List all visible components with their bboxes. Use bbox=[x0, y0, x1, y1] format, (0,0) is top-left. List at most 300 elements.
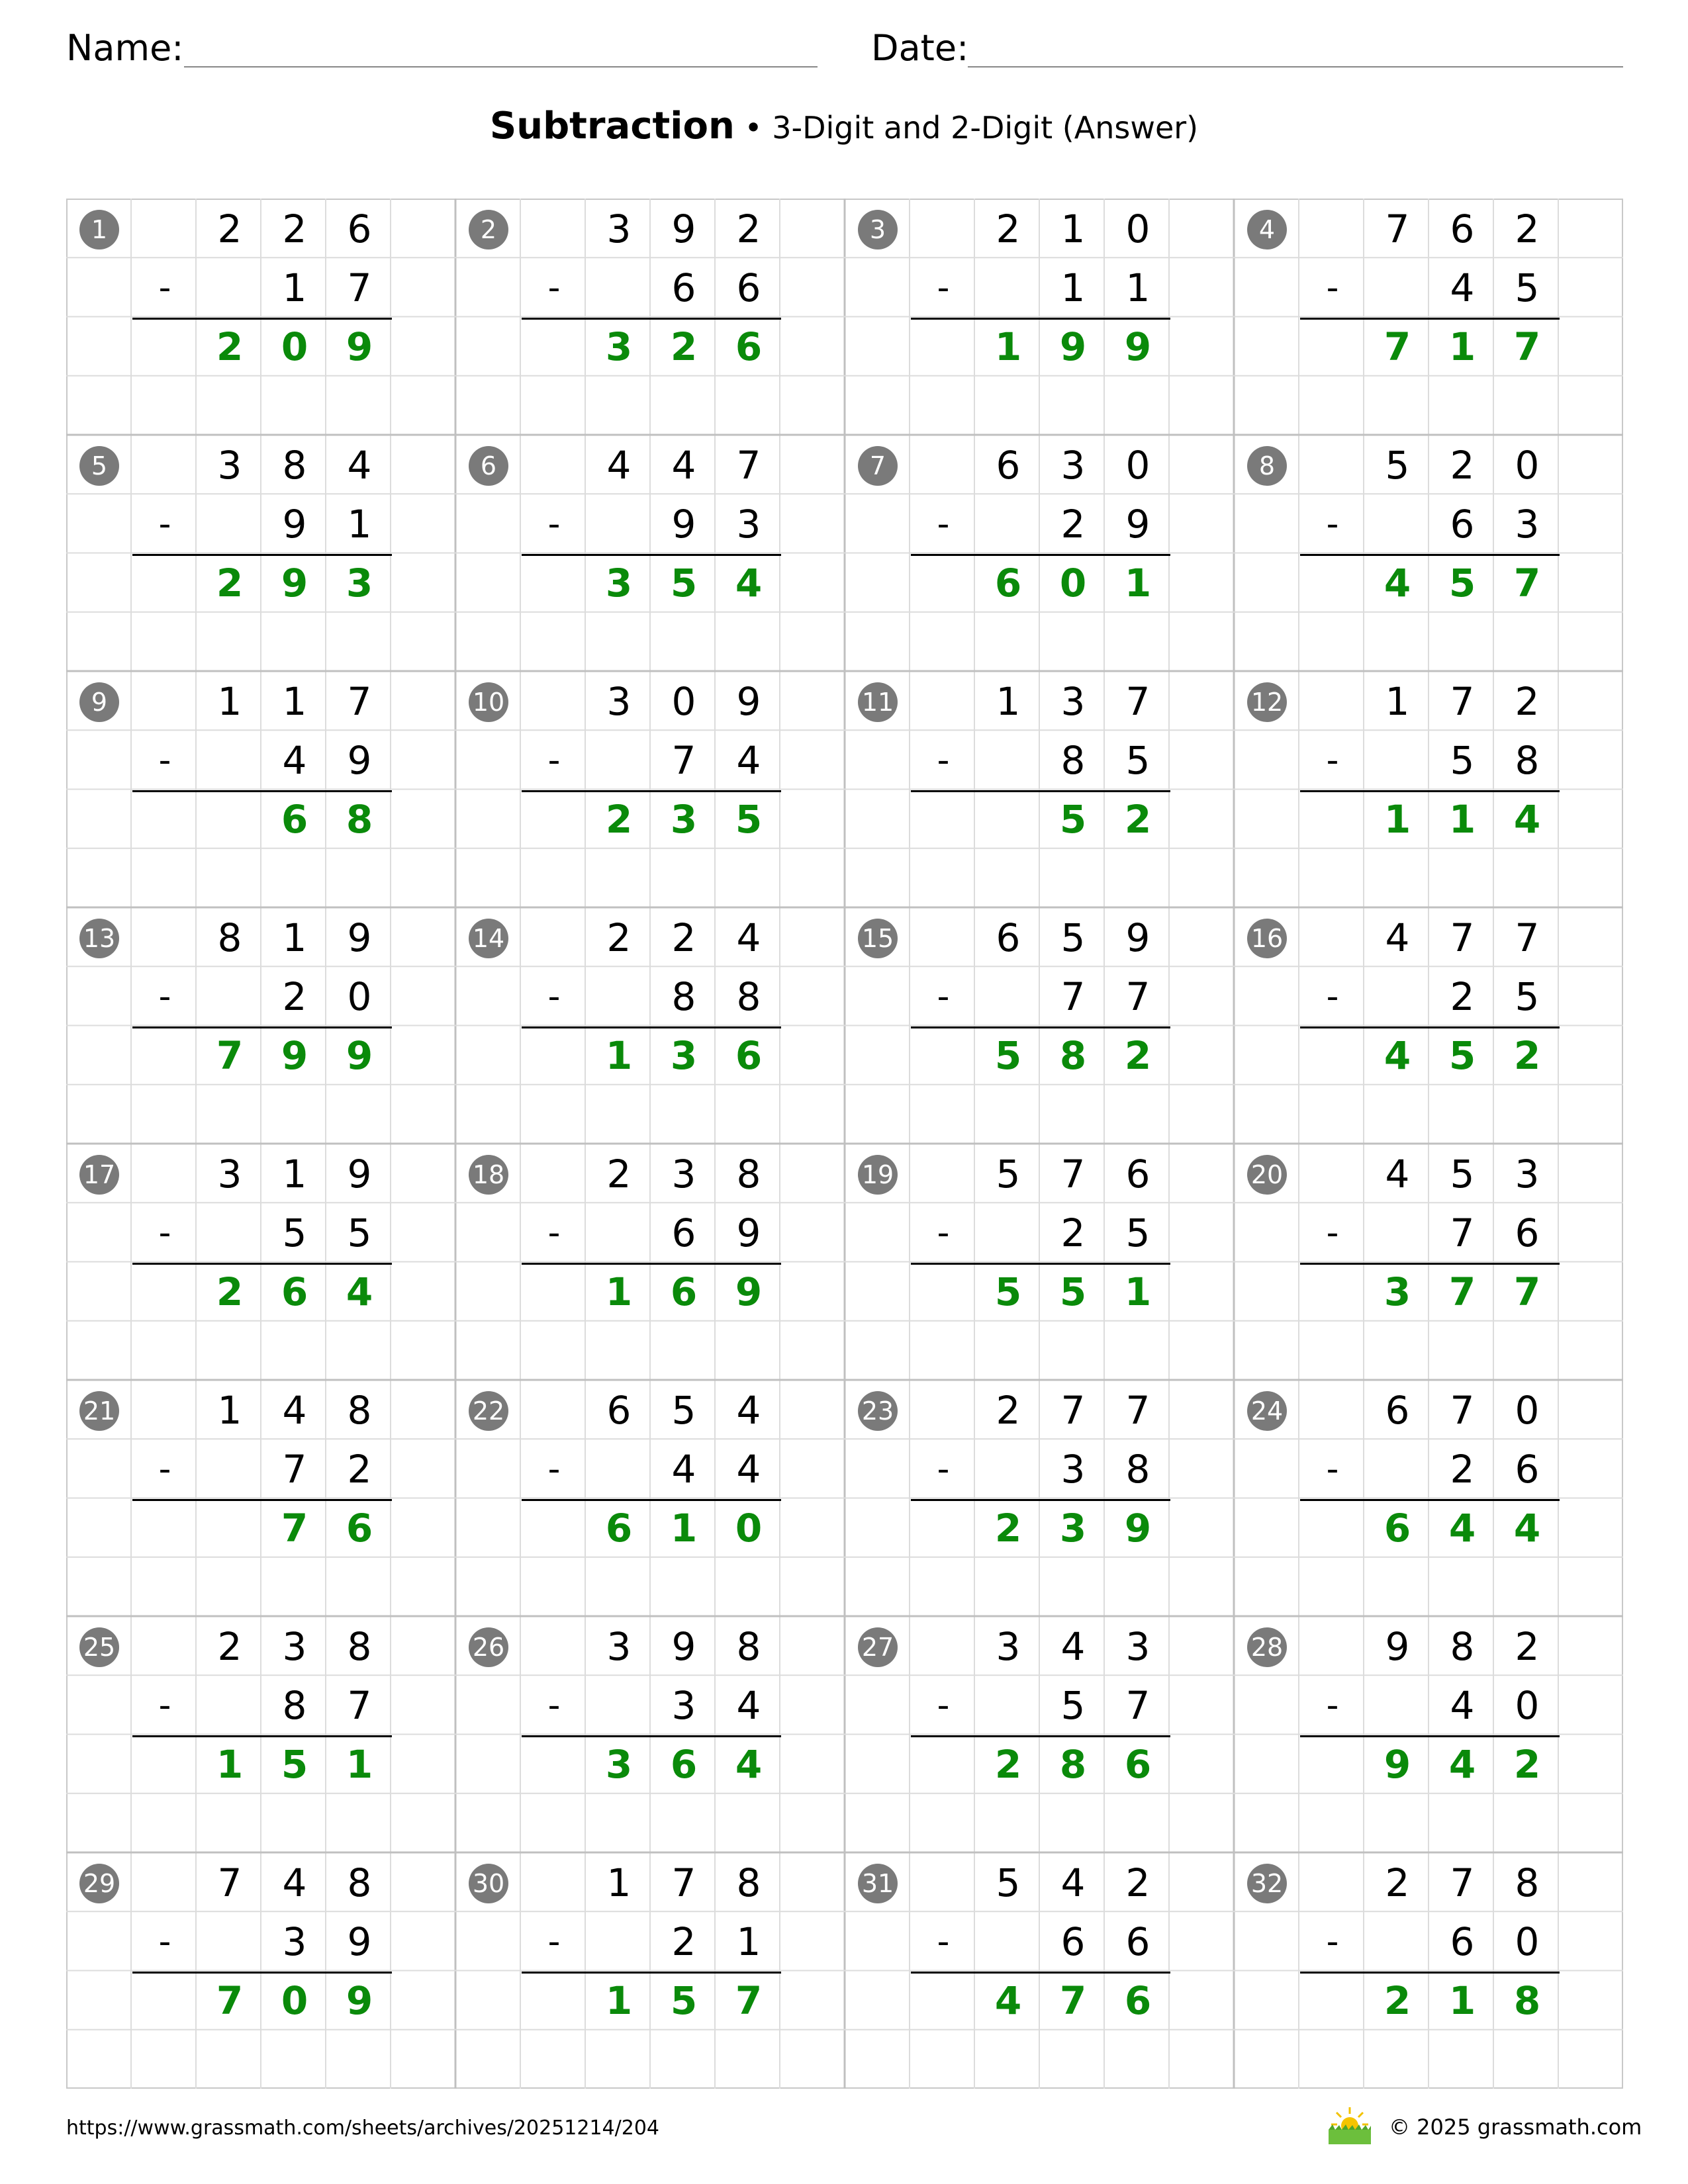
subtrahend-digit: 8 bbox=[736, 974, 761, 1019]
answer-digit: 6 bbox=[1383, 1506, 1411, 1551]
minuend-digit: 2 bbox=[217, 1624, 242, 1669]
subtrahend-digit: 4 bbox=[736, 1683, 761, 1728]
answer-digit: 7 bbox=[281, 1506, 308, 1551]
minuend-digit: 2 bbox=[217, 206, 242, 251]
answer-digit: 6 bbox=[1124, 1742, 1152, 1787]
answer-digit: 1 bbox=[605, 1269, 633, 1314]
problem-number-badge: 7 bbox=[858, 446, 898, 486]
minuend-digit: 3 bbox=[606, 679, 632, 724]
minuend-digit: 7 bbox=[217, 1860, 242, 1905]
problem-number-badge: 19 bbox=[858, 1155, 898, 1195]
subtrahend-digit: 5 bbox=[1515, 974, 1540, 1019]
answer-digit: 6 bbox=[735, 1033, 763, 1078]
problem-31 bbox=[846, 1854, 1235, 2090]
page-title bbox=[0, 105, 1688, 148]
minuend-digit: 8 bbox=[1450, 1624, 1475, 1669]
minuend-digit: 6 bbox=[996, 443, 1021, 488]
subtrahend-digit: 9 bbox=[671, 502, 696, 547]
subtrahend-digit: 1 bbox=[347, 502, 372, 547]
subtrahend-digit: 7 bbox=[671, 738, 696, 783]
problem-number-badge: 4 bbox=[1247, 210, 1287, 250]
minuend-digit: 3 bbox=[1515, 1152, 1540, 1197]
minuend-digit: 7 bbox=[736, 443, 761, 488]
subtrahend-digit: 6 bbox=[1125, 1919, 1150, 1964]
answer-digit: 4 bbox=[735, 561, 763, 606]
minuend-digit: 8 bbox=[736, 1624, 761, 1669]
subtrahend-digit: 7 bbox=[1125, 1683, 1150, 1728]
minuend-digit: 4 bbox=[1060, 1860, 1086, 1905]
answer-digit: 5 bbox=[1059, 1269, 1087, 1314]
problem-number-badge: 17 bbox=[79, 1155, 119, 1195]
answer-digit: 9 bbox=[1383, 1742, 1411, 1787]
minuend-digit: 5 bbox=[1450, 1152, 1475, 1197]
problem-23 bbox=[846, 1381, 1235, 1617]
answer-digit: 7 bbox=[1513, 1269, 1541, 1314]
answer-digit: 2 bbox=[216, 561, 244, 606]
problem-number-badge: 21 bbox=[79, 1391, 119, 1431]
answer-digit: 1 bbox=[216, 1742, 244, 1787]
minuend-digit: 4 bbox=[1385, 1152, 1410, 1197]
problem-number-badge: 12 bbox=[1247, 682, 1287, 722]
minuend-digit: 0 bbox=[1125, 206, 1150, 251]
minus-sign: - bbox=[158, 1922, 171, 1962]
problem-28 bbox=[1235, 1617, 1624, 1854]
subtrahend-digit: 6 bbox=[671, 1210, 696, 1255]
minuend-digit: 2 bbox=[1125, 1860, 1150, 1905]
subtrahend-digit: 8 bbox=[1125, 1447, 1150, 1492]
problem-15 bbox=[846, 909, 1235, 1145]
minus-sign: - bbox=[937, 504, 950, 544]
minus-sign: - bbox=[547, 268, 561, 308]
minuend-digit: 4 bbox=[736, 1388, 761, 1433]
subtrahend-digit: 2 bbox=[1060, 1210, 1086, 1255]
minuend-digit: 0 bbox=[671, 679, 696, 724]
minuend-digit: 2 bbox=[1385, 1860, 1410, 1905]
answer-digit: 1 bbox=[346, 1742, 373, 1787]
subtrahend-digit: 4 bbox=[736, 1447, 761, 1492]
minuend-digit: 4 bbox=[606, 443, 632, 488]
problem-number-badge: 22 bbox=[469, 1391, 508, 1431]
minus-sign: - bbox=[547, 1449, 561, 1489]
answer-digit: 5 bbox=[670, 561, 698, 606]
answer-digit: 3 bbox=[670, 1033, 698, 1078]
subtrahend-digit: 8 bbox=[1060, 738, 1086, 783]
problem-30 bbox=[457, 1854, 846, 2090]
minus-sign: - bbox=[937, 1449, 950, 1489]
minuend-digit: 2 bbox=[736, 206, 761, 251]
subtrahend-digit: 5 bbox=[1125, 1210, 1150, 1255]
minus-sign: - bbox=[547, 1922, 561, 1962]
subtrahend-digit: 5 bbox=[1515, 265, 1540, 310]
problem-number-badge: 28 bbox=[1247, 1627, 1287, 1667]
footer-url: https://www.grassmath.com/sheets/archives/20251214/204 bbox=[66, 2116, 660, 2140]
answer-digit: 2 bbox=[216, 324, 244, 369]
problem-number-badge: 14 bbox=[469, 919, 508, 958]
name-line[interactable] bbox=[184, 66, 818, 68]
subtrahend-digit: 7 bbox=[1125, 974, 1150, 1019]
answer-digit: 9 bbox=[346, 324, 373, 369]
answer-digit: 5 bbox=[735, 797, 763, 842]
minuend-digit: 7 bbox=[1060, 1388, 1086, 1433]
subtrahend-digit: 7 bbox=[282, 1447, 307, 1492]
minuend-digit: 2 bbox=[1515, 679, 1540, 724]
minuend-digit: 2 bbox=[671, 915, 696, 960]
minus-sign: - bbox=[158, 977, 171, 1017]
answer-digit: 8 bbox=[1059, 1742, 1087, 1787]
answer-digit: 9 bbox=[1124, 324, 1152, 369]
answer-digit: 1 bbox=[1448, 324, 1476, 369]
minuend-digit: 0 bbox=[1125, 443, 1150, 488]
answer-digit: 6 bbox=[605, 1506, 633, 1551]
subtrahend-digit: 3 bbox=[1515, 502, 1540, 547]
subtrahend-digit: 0 bbox=[1515, 1919, 1540, 1964]
minuend-digit: 1 bbox=[282, 679, 307, 724]
problem-17 bbox=[68, 1145, 457, 1381]
subtrahend-digit: 2 bbox=[671, 1919, 696, 1964]
subtrahend-digit: 6 bbox=[1060, 1919, 1086, 1964]
subtrahend-digit: 5 bbox=[1060, 1683, 1086, 1728]
answer-digit: 7 bbox=[216, 1033, 244, 1078]
problem-number-badge: 24 bbox=[1247, 1391, 1287, 1431]
answer-digit: 5 bbox=[994, 1033, 1022, 1078]
answer-digit: 2 bbox=[1124, 797, 1152, 842]
subtrahend-digit: 6 bbox=[671, 265, 696, 310]
answer-digit: 7 bbox=[735, 1978, 763, 2023]
minus-sign: - bbox=[547, 1213, 561, 1253]
answer-digit: 8 bbox=[346, 797, 373, 842]
problem-7 bbox=[846, 436, 1235, 672]
subtrahend-digit: 9 bbox=[736, 1210, 761, 1255]
answer-digit: 5 bbox=[1059, 797, 1087, 842]
minuend-digit: 4 bbox=[282, 1860, 307, 1905]
subtrahend-digit: 3 bbox=[736, 502, 761, 547]
subtrahend-digit: 5 bbox=[1450, 738, 1475, 783]
minuend-digit: 2 bbox=[606, 1152, 632, 1197]
minus-sign: - bbox=[937, 1686, 950, 1725]
answer-digit: 3 bbox=[605, 324, 633, 369]
minuend-digit: 5 bbox=[671, 1388, 696, 1433]
problem-18 bbox=[457, 1145, 846, 1381]
answer-digit: 1 bbox=[670, 1506, 698, 1551]
problem-2 bbox=[457, 200, 846, 436]
answer-digit: 5 bbox=[281, 1742, 308, 1787]
answer-digit: 1 bbox=[605, 1033, 633, 1078]
minuend-digit: 2 bbox=[1515, 1624, 1540, 1669]
minuend-digit: 7 bbox=[1515, 915, 1540, 960]
problem-number-badge: 18 bbox=[469, 1155, 508, 1195]
minuend-digit: 9 bbox=[347, 1152, 372, 1197]
problem-10 bbox=[457, 672, 846, 909]
subtrahend-digit: 1 bbox=[1060, 265, 1086, 310]
problem-number-badge: 29 bbox=[79, 1864, 119, 1903]
answer-digit: 1 bbox=[1124, 561, 1152, 606]
answer-digit: 4 bbox=[994, 1978, 1022, 2023]
subtrahend-digit: 3 bbox=[1060, 1447, 1086, 1492]
answer-digit: 5 bbox=[1448, 561, 1476, 606]
minus-sign: - bbox=[937, 977, 950, 1017]
minuend-digit: 6 bbox=[606, 1388, 632, 1433]
answer-digit: 2 bbox=[1383, 1978, 1411, 2023]
minuend-digit: 8 bbox=[347, 1860, 372, 1905]
problem-number-badge: 15 bbox=[858, 919, 898, 958]
minus-sign: - bbox=[158, 1449, 171, 1489]
subtrahend-digit: 4 bbox=[671, 1447, 696, 1492]
answer-digit: 2 bbox=[670, 324, 698, 369]
minuend-digit: 4 bbox=[347, 443, 372, 488]
minuend-digit: 9 bbox=[736, 679, 761, 724]
minuend-digit: 7 bbox=[1060, 1152, 1086, 1197]
minuend-digit: 7 bbox=[1450, 1388, 1475, 1433]
subtrahend-digit: 7 bbox=[1060, 974, 1086, 1019]
minuend-digit: 9 bbox=[1125, 915, 1150, 960]
minus-sign: - bbox=[547, 1686, 561, 1725]
answer-digit: 7 bbox=[1448, 1269, 1476, 1314]
subtrahend-digit: 9 bbox=[347, 738, 372, 783]
answer-digit: 8 bbox=[1059, 1033, 1087, 1078]
answer-digit: 8 bbox=[1513, 1978, 1541, 2023]
minus-sign: - bbox=[937, 1922, 950, 1962]
minuend-digit: 2 bbox=[606, 915, 632, 960]
subtrahend-digit: 2 bbox=[1450, 974, 1475, 1019]
minuend-digit: 3 bbox=[217, 443, 242, 488]
minus-sign: - bbox=[547, 977, 561, 1017]
answer-digit: 5 bbox=[670, 1978, 698, 2023]
problem-number-badge: 9 bbox=[79, 682, 119, 722]
minus-sign: - bbox=[937, 268, 950, 308]
answer-digit: 2 bbox=[1513, 1033, 1541, 1078]
minuend-digit: 7 bbox=[1125, 1388, 1150, 1433]
problem-25 bbox=[68, 1617, 457, 1854]
minus-sign: - bbox=[1326, 741, 1339, 780]
problem-number-badge: 8 bbox=[1247, 446, 1287, 486]
minus-sign: - bbox=[158, 1213, 171, 1253]
problem-13 bbox=[68, 909, 457, 1145]
problem-number-badge: 10 bbox=[469, 682, 508, 722]
minuend-digit: 2 bbox=[1515, 206, 1540, 251]
minus-sign: - bbox=[158, 741, 171, 780]
minus-sign: - bbox=[547, 741, 561, 780]
answer-digit: 0 bbox=[735, 1506, 763, 1551]
minus-sign: - bbox=[1326, 1922, 1339, 1962]
problem-29 bbox=[68, 1854, 457, 2090]
answer-digit: 6 bbox=[1124, 1978, 1152, 2023]
subtrahend-digit: 2 bbox=[347, 1447, 372, 1492]
answer-digit: 7 bbox=[1383, 324, 1411, 369]
problem-number-badge: 16 bbox=[1247, 919, 1287, 958]
subtrahend-digit: 3 bbox=[282, 1919, 307, 1964]
minuend-digit: 1 bbox=[1060, 206, 1086, 251]
answer-digit: 2 bbox=[605, 797, 633, 842]
worksheet-grid bbox=[66, 199, 1623, 2089]
problem-number-badge: 31 bbox=[858, 1864, 898, 1903]
problem-14 bbox=[457, 909, 846, 1145]
problem-16 bbox=[1235, 909, 1624, 1145]
answer-digit: 3 bbox=[346, 561, 373, 606]
problem-20 bbox=[1235, 1145, 1624, 1381]
problem-number-badge: 6 bbox=[469, 446, 508, 486]
answer-digit: 3 bbox=[670, 797, 698, 842]
minuend-digit: 3 bbox=[996, 1624, 1021, 1669]
subtrahend-digit: 8 bbox=[1515, 738, 1540, 783]
answer-digit: 0 bbox=[281, 324, 308, 369]
problem-number-badge: 25 bbox=[79, 1627, 119, 1667]
minuend-digit: 8 bbox=[736, 1152, 761, 1197]
minuend-digit: 7 bbox=[1450, 679, 1475, 724]
problem-number-badge: 11 bbox=[858, 682, 898, 722]
minuend-digit: 6 bbox=[347, 206, 372, 251]
footer-copyright: © 2025 grassmath.com bbox=[1389, 2115, 1642, 2140]
minuend-digit: 3 bbox=[671, 1152, 696, 1197]
subtrahend-digit: 6 bbox=[1450, 1919, 1475, 1964]
minuend-digit: 0 bbox=[1515, 1388, 1540, 1433]
problem-number-badge: 23 bbox=[858, 1391, 898, 1431]
minuend-digit: 8 bbox=[347, 1624, 372, 1669]
minus-sign: - bbox=[1326, 1686, 1339, 1725]
minuend-digit: 9 bbox=[671, 1624, 696, 1669]
minuend-digit: 1 bbox=[996, 679, 1021, 724]
answer-digit: 0 bbox=[281, 1978, 308, 2023]
minuend-digit: 9 bbox=[1385, 1624, 1410, 1669]
minuend-digit: 5 bbox=[1060, 915, 1086, 960]
subtrahend-digit: 5 bbox=[282, 1210, 307, 1255]
problem-number-badge: 30 bbox=[469, 1864, 508, 1903]
problem-24 bbox=[1235, 1381, 1624, 1617]
minuend-digit: 3 bbox=[606, 1624, 632, 1669]
answer-digit: 5 bbox=[994, 1269, 1022, 1314]
minuend-digit: 5 bbox=[1385, 443, 1410, 488]
minuend-digit: 9 bbox=[347, 915, 372, 960]
minuend-digit: 1 bbox=[282, 1152, 307, 1197]
subtrahend-digit: 1 bbox=[1125, 265, 1150, 310]
minuend-digit: 8 bbox=[217, 915, 242, 960]
subtrahend-digit: 8 bbox=[671, 974, 696, 1019]
problem-number-badge: 26 bbox=[469, 1627, 508, 1667]
subtrahend-digit: 2 bbox=[1060, 502, 1086, 547]
answer-digit: 4 bbox=[1448, 1742, 1476, 1787]
minus-sign: - bbox=[158, 504, 171, 544]
subtrahend-digit: 7 bbox=[347, 1683, 372, 1728]
problem-number-badge: 2 bbox=[469, 210, 508, 250]
answer-digit: 7 bbox=[1059, 1978, 1087, 2023]
minuend-digit: 7 bbox=[1450, 1860, 1475, 1905]
answer-digit: 9 bbox=[346, 1978, 373, 2023]
answer-digit: 4 bbox=[346, 1269, 373, 1314]
minuend-digit: 8 bbox=[1515, 1860, 1540, 1905]
minuend-digit: 2 bbox=[996, 206, 1021, 251]
minus-sign: - bbox=[1326, 268, 1339, 308]
subtrahend-digit: 4 bbox=[736, 738, 761, 783]
minus-sign: - bbox=[1326, 1213, 1339, 1253]
minus-sign: - bbox=[158, 268, 171, 308]
answer-digit: 6 bbox=[281, 797, 308, 842]
problem-19 bbox=[846, 1145, 1235, 1381]
minuend-digit: 2 bbox=[282, 206, 307, 251]
subtrahend-digit: 2 bbox=[1450, 1447, 1475, 1492]
answer-digit: 3 bbox=[1383, 1269, 1411, 1314]
minuend-digit: 7 bbox=[671, 1860, 696, 1905]
answer-digit: 2 bbox=[994, 1506, 1022, 1551]
subtrahend-digit: 6 bbox=[1450, 502, 1475, 547]
answer-digit: 9 bbox=[281, 561, 308, 606]
minus-sign: - bbox=[1326, 504, 1339, 544]
answer-digit: 6 bbox=[281, 1269, 308, 1314]
problem-number-badge: 32 bbox=[1247, 1864, 1287, 1903]
answer-digit: 5 bbox=[1448, 1033, 1476, 1078]
minus-sign: - bbox=[158, 1686, 171, 1725]
minus-sign: - bbox=[1326, 977, 1339, 1017]
answer-digit: 3 bbox=[605, 1742, 633, 1787]
answer-digit: 7 bbox=[1513, 561, 1541, 606]
minus-sign: - bbox=[547, 504, 561, 544]
minuend-digit: 6 bbox=[1450, 206, 1475, 251]
problem-number-badge: 20 bbox=[1247, 1155, 1287, 1195]
answer-digit: 7 bbox=[1513, 324, 1541, 369]
subtrahend-digit: 8 bbox=[282, 1683, 307, 1728]
subtrahend-digit: 1 bbox=[736, 1919, 761, 1964]
answer-digit: 9 bbox=[1124, 1506, 1152, 1551]
answer-digit: 2 bbox=[1124, 1033, 1152, 1078]
problem-number-badge: 3 bbox=[858, 210, 898, 250]
minuend-digit: 1 bbox=[1385, 679, 1410, 724]
minuend-digit: 0 bbox=[1515, 443, 1540, 488]
minuend-digit: 3 bbox=[606, 206, 632, 251]
minuend-digit: 2 bbox=[1450, 443, 1475, 488]
minuend-digit: 6 bbox=[996, 915, 1021, 960]
answer-digit: 2 bbox=[216, 1269, 244, 1314]
problem-27 bbox=[846, 1617, 1235, 1854]
problem-32 bbox=[1235, 1854, 1624, 2090]
subtrahend-digit: 6 bbox=[1515, 1210, 1540, 1255]
minuend-digit: 1 bbox=[282, 915, 307, 960]
subtrahend-digit: 9 bbox=[282, 502, 307, 547]
minus-sign: - bbox=[1326, 1449, 1339, 1489]
subtrahend-digit: 6 bbox=[736, 265, 761, 310]
name-label: Name: bbox=[66, 27, 184, 69]
minuend-digit: 3 bbox=[1060, 679, 1086, 724]
minuend-digit: 1 bbox=[606, 1860, 632, 1905]
minuend-digit: 7 bbox=[1450, 915, 1475, 960]
minuend-digit: 8 bbox=[736, 1860, 761, 1905]
answer-digit: 1 bbox=[1383, 797, 1411, 842]
problem-9 bbox=[68, 672, 457, 909]
answer-digit: 9 bbox=[735, 1269, 763, 1314]
answer-digit: 6 bbox=[670, 1742, 698, 1787]
minuend-digit: 5 bbox=[996, 1860, 1021, 1905]
answer-digit: 4 bbox=[1383, 561, 1411, 606]
problem-number-badge: 1 bbox=[79, 210, 119, 250]
answer-digit: 4 bbox=[735, 1742, 763, 1787]
problem-4 bbox=[1235, 200, 1624, 436]
subtrahend-digit: 9 bbox=[1125, 502, 1150, 547]
subtrahend-digit: 3 bbox=[671, 1683, 696, 1728]
minuend-digit: 3 bbox=[1060, 443, 1086, 488]
minuend-digit: 3 bbox=[1125, 1624, 1150, 1669]
date-line[interactable] bbox=[968, 66, 1623, 68]
subtrahend-digit: 4 bbox=[1450, 1683, 1475, 1728]
subtrahend-digit: 4 bbox=[1450, 265, 1475, 310]
answer-digit: 6 bbox=[670, 1269, 698, 1314]
title-main: Subtraction bbox=[489, 105, 735, 148]
minuend-digit: 7 bbox=[1125, 679, 1150, 724]
answer-digit: 2 bbox=[994, 1742, 1022, 1787]
minus-sign: - bbox=[937, 741, 950, 780]
answer-digit: 9 bbox=[1059, 324, 1087, 369]
minuend-digit: 6 bbox=[1385, 1388, 1410, 1433]
answer-digit: 6 bbox=[346, 1506, 373, 1551]
answer-digit: 7 bbox=[216, 1978, 244, 2023]
subtrahend-digit: 9 bbox=[347, 1919, 372, 1964]
minuend-digit: 4 bbox=[671, 443, 696, 488]
